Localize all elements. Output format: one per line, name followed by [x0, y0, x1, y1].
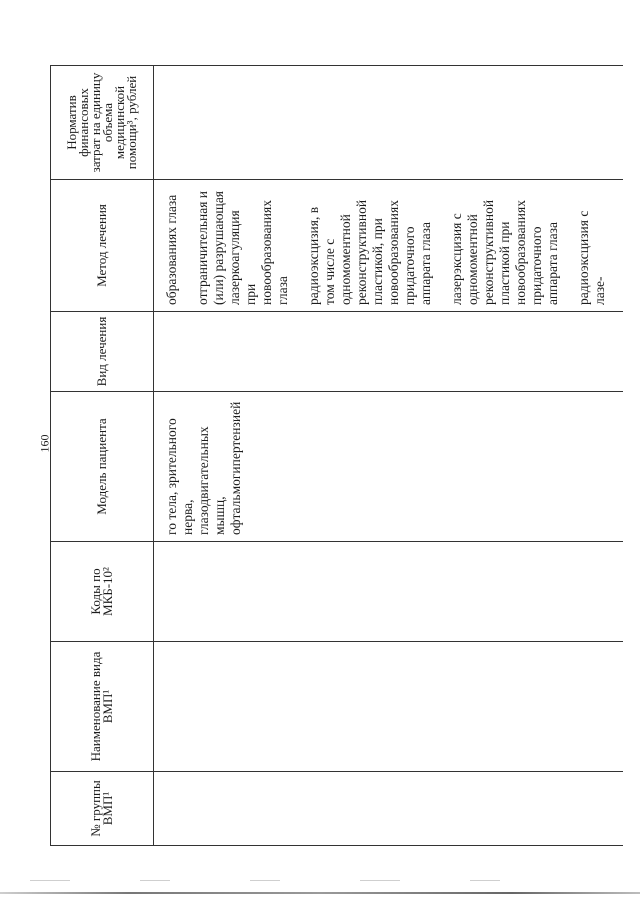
cell-treatment-method	[154, 180, 624, 312]
cell-treatment-type	[154, 312, 624, 392]
scan-edge-line	[0, 892, 640, 894]
scan-artifact	[30, 880, 70, 881]
scan-artifact	[470, 880, 500, 881]
page-number: 160	[37, 434, 52, 453]
scan-artifact	[360, 880, 400, 881]
header-vmp-type: Наименование вида ВМП¹	[51, 642, 154, 772]
header-group-number: № группы ВМП¹	[51, 772, 154, 846]
cell-vmp-type	[154, 642, 624, 772]
vmp-table	[50, 65, 623, 846]
patient-model-text: го тела, зрительного нерва, глазодвигательных мышц, офтальмогипертензией	[164, 401, 243, 535]
treatment-method-item: образованиях глаза	[164, 194, 179, 305]
cell-icd-codes	[154, 542, 624, 642]
header-icd-codes: Коды по МКБ-10²	[51, 542, 154, 642]
header-treatment-method: Метод лечения	[51, 180, 154, 312]
table-header-row	[51, 66, 154, 846]
scan-artifact	[140, 880, 170, 881]
cell-patient-model	[154, 392, 624, 542]
table-row	[154, 66, 624, 846]
cell-cost-standard	[154, 66, 624, 180]
header-cost-standard: Норматив финансовых затрат на единицу объема медицинской помощи³, рублей	[51, 66, 154, 180]
treatment-method-item: отграничительная и (или) разрушающая лазеркоагуляция при новообразованиях глаза	[195, 190, 290, 305]
scan-artifact	[250, 880, 280, 881]
treatment-method-item: радиоэксцизия, в том числе с одномоментной реконструктивной пластикой, при новообразованиях придаточного аппарата глаза	[306, 199, 433, 305]
rotated-table-container	[50, 66, 607, 846]
treatment-method-item: радиоэксцизия с лазе-	[576, 210, 607, 305]
treatment-method-item: лазерэксцизия с одномоментной реконструктивной пластикой при новообразованиях придаточного аппарата глаза	[449, 199, 560, 305]
header-patient-model: Модель пациента	[51, 392, 154, 542]
header-treatment-type: Вид лечения	[51, 312, 154, 392]
cell-group-number	[154, 772, 624, 846]
